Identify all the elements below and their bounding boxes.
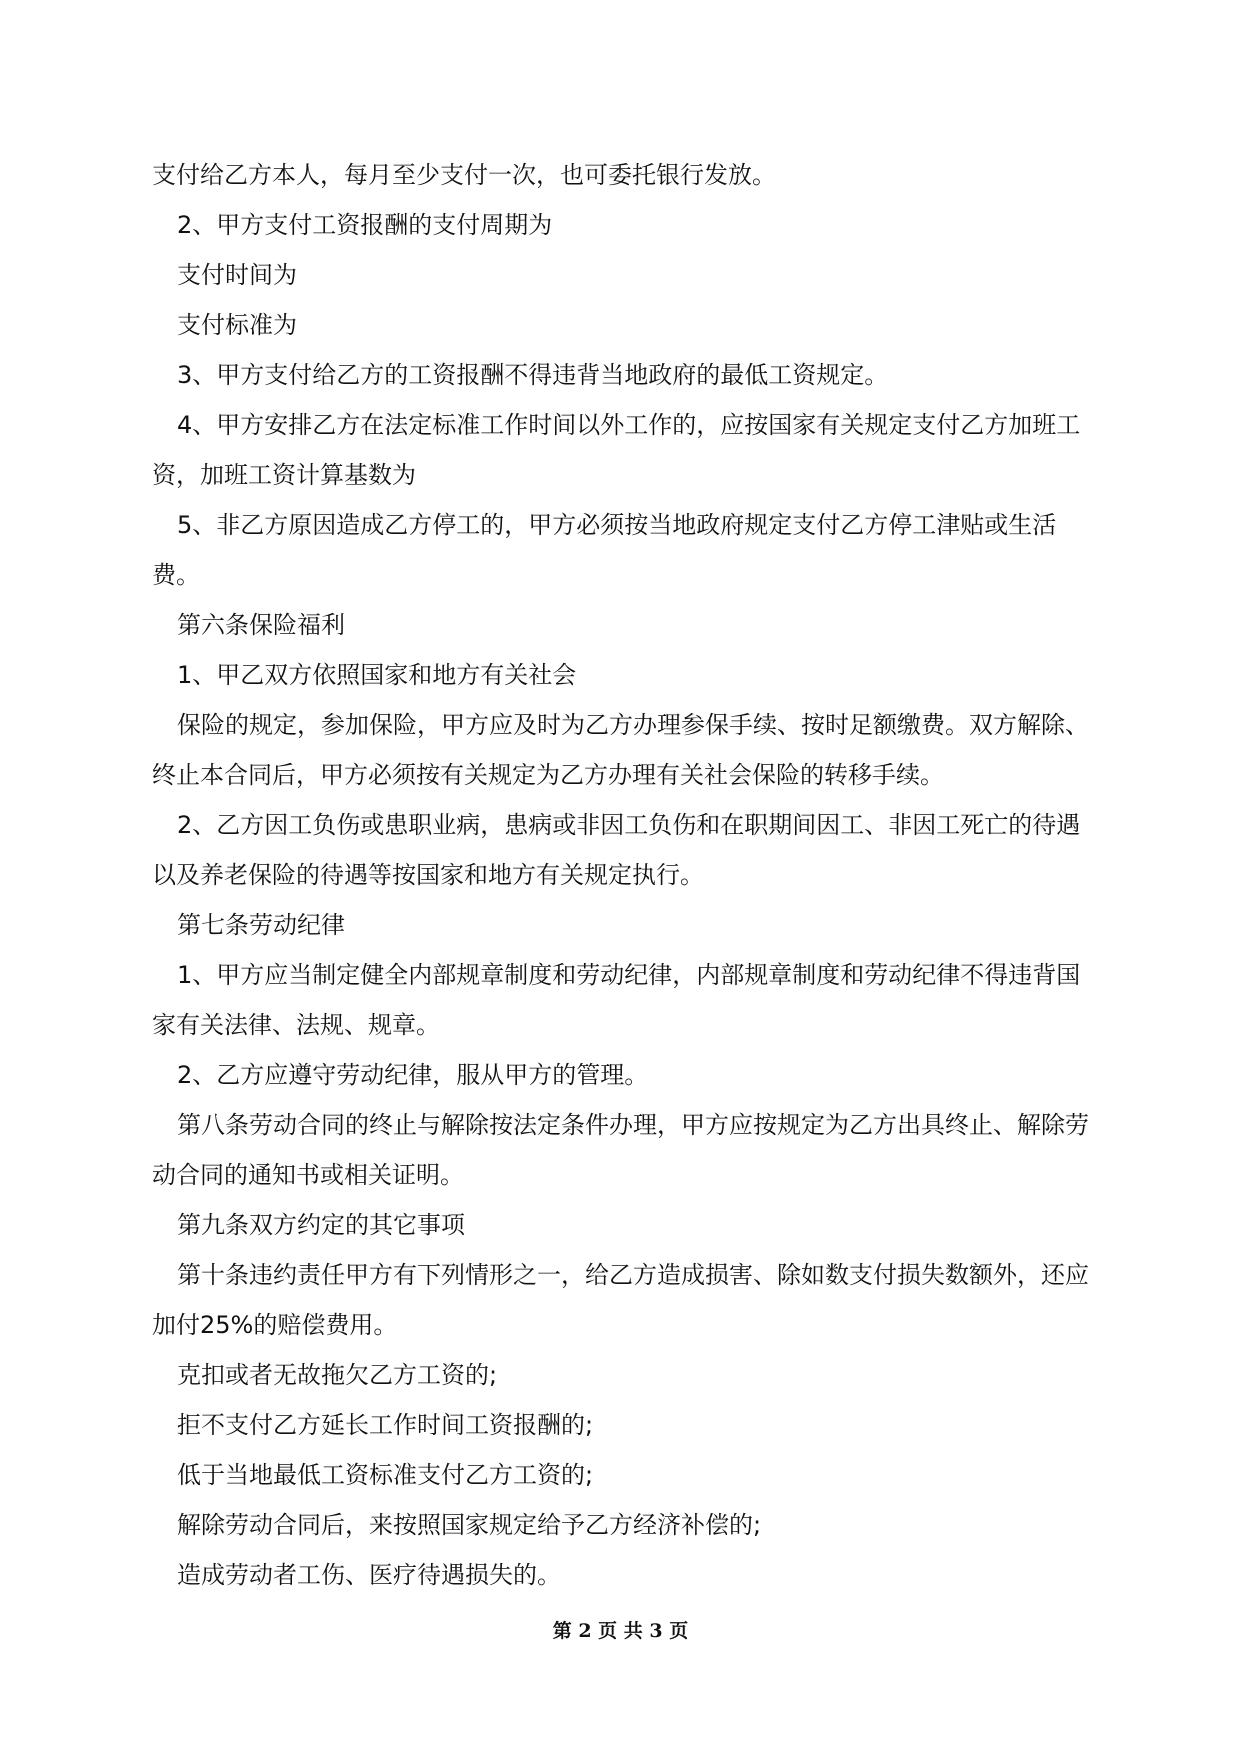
paragraph: 4、甲方安排乙方在法定标准工作时间以外工作的，应按国家有关规定支付乙方加班工资，加班工资计算基数为: [152, 411, 1081, 489]
page-number-footer: 第 2 页 共 3 页: [552, 1620, 689, 1642]
list-item: 低于当地最低工资标准支付乙方工资的;: [177, 1461, 594, 1489]
list-item: 克扣或者无故拖欠乙方工资的;: [177, 1361, 498, 1389]
paragraph: 2、乙方因工负伤或患职业病，患病或非因工负伤和在职期间因工、非因工死亡的待遇以及养老保险的待遇等按国家和地方有关规定执行。: [152, 811, 1081, 889]
paragraph: 支付标准为: [177, 311, 297, 339]
list-item: 解除劳动合同后，来按照国家规定给予乙方经济补偿的;: [177, 1511, 762, 1539]
list-item: 拒不支付乙方延长工作时间工资报酬的;: [177, 1411, 594, 1439]
paragraph: 1、甲乙双方依照国家和地方有关社会: [177, 661, 577, 689]
paragraph: 2、甲方支付工资报酬的支付周期为: [177, 211, 553, 239]
paragraph: 5、非乙方原因造成乙方停工的，甲方必须按当地政府规定支付乙方停工津贴或生活费。: [152, 511, 1057, 589]
section-heading: 第十条违约责任甲方有下列情形之一，给乙方造成损害、除如数支付损失数额外，还应加付25%的赔偿费用。: [152, 1261, 1089, 1339]
section-heading: 第九条双方约定的其它事项: [177, 1211, 465, 1239]
paragraph: 支付时间为: [177, 261, 297, 289]
paragraph: 3、甲方支付给乙方的工资报酬不得违背当地政府的最低工资规定。: [177, 361, 889, 389]
section-heading: 第八条劳动合同的终止与解除按法定条件办理，甲方应按规定为乙方出具终止、解除劳动合同的通知书或相关证明。: [152, 1111, 1089, 1189]
paragraph: 1、甲方应当制定健全内部规章制度和劳动纪律，内部规章制度和劳动纪律不得违背国家有关法律、法规、规章。: [152, 961, 1081, 1039]
section-heading: 第七条劳动纪律: [177, 911, 345, 939]
paragraph: 保险的规定，参加保险，甲方应及时为乙方办理参保手续、按时足额缴费。双方解除、终止本合同后，甲方必须按有关规定为乙方办理有关社会保险的转移手续。: [152, 711, 1089, 789]
document-body: [152, 150, 1092, 1600]
paragraph: 支付给乙方本人，每月至少支付一次，也可委托银行发放。: [152, 161, 776, 189]
paragraph: 2、乙方应遵守劳动纪律，服从甲方的管理。: [177, 1061, 649, 1089]
list-item: 造成劳动者工伤、医疗待遇损失的。: [177, 1561, 561, 1589]
section-heading: 第六条保险福利: [177, 611, 345, 639]
